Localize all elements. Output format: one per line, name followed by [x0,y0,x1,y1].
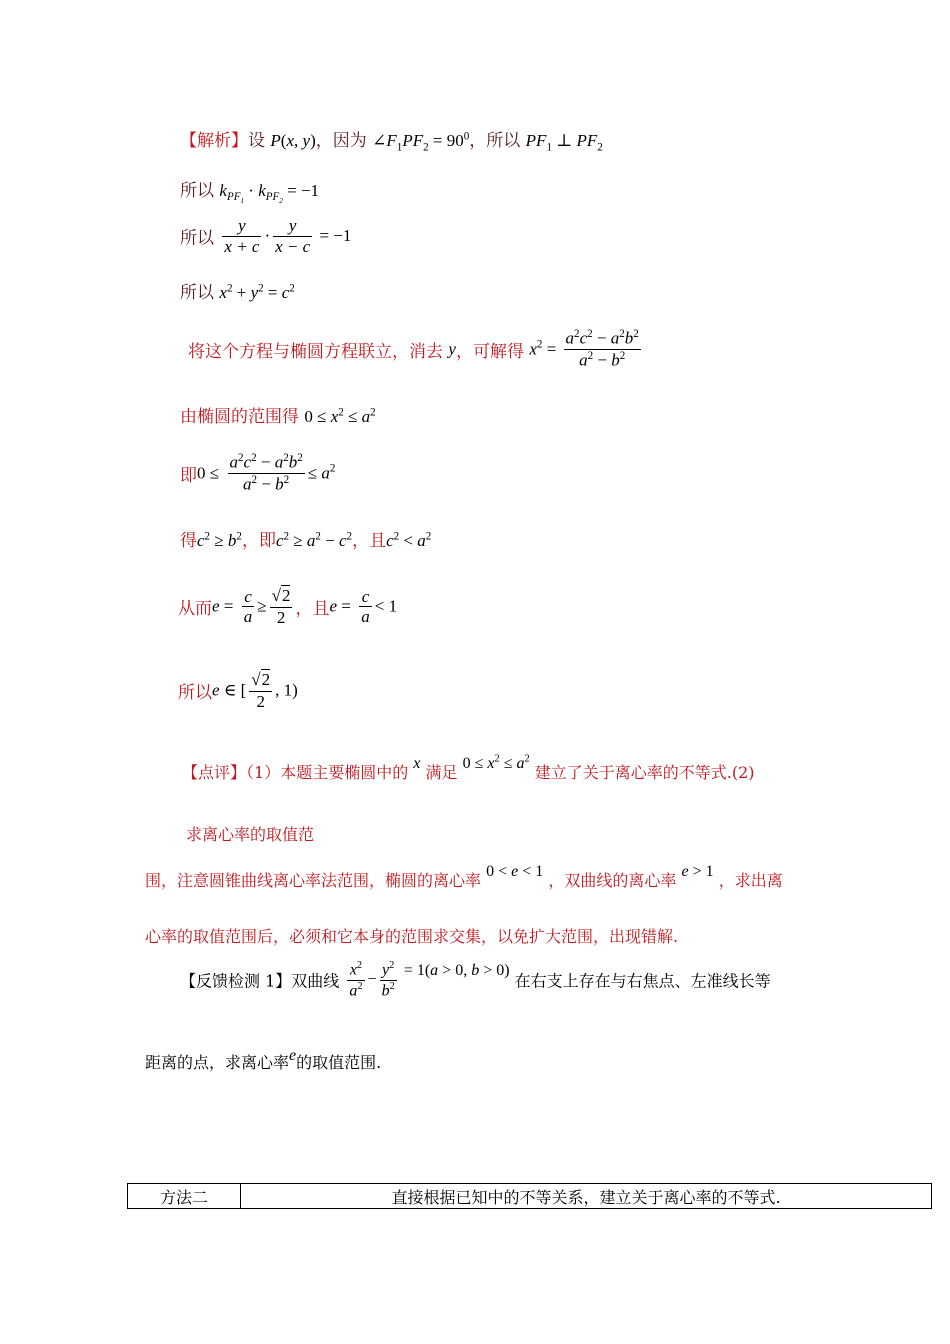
analysis-line-5: 将这个方程与椭圆方程联立，消去 y，可解得 $x^2$ = $\frac{a^2c^2 - a^2b^2}{a^2 - b^2}$ [188,328,639,370]
analysis-line-1: 【解析】设 P(x, y)，因为 $\angle F_1PF_2 = 90^0$，所以 $PF_1$ ⊥ $PF_2$ [180,130,603,154]
feedback-heading: 【反馈检测 1】双曲线 [180,971,340,991]
math-point-p: P [270,131,281,150]
analysis-line-4: 所以 $x^2 + y^2 = c^2$ [180,282,295,303]
analysis-heading: 【解析】 [180,131,248,151]
analysis-line-7: 即0 ≤ $\frac{a^2c^2 - a^2b^2}{a^2 - b^2}$ ≤ $a^2$ [180,452,336,494]
method-label: 方法二 [128,1184,241,1209]
review-line-1: 【点评】（1）本题主要椭圆中的 x 满足 $0 \le x^2 \le a^2$ 建立了关于离心率的不等式.(2) [182,753,755,782]
feedback-line-2: 距离的点，求离心率e的取值范围. [145,1047,382,1072]
analysis-line-2: 所以 $k_{PF_1} \cdot k_{PF_2} = -1$ [180,181,320,206]
method-content: 直接根据已知中的不等关系，建立关于离心率的不等式. [241,1184,932,1209]
analysis-line-3: 所以 $\frac{y}{x + c}$ · $\frac{y}{x - c}$ = −1 [180,216,352,256]
review-heading: 【点评】 [182,763,247,782]
table-row [128,1184,932,1209]
analysis-line-10: 所以e ∈ [ $\frac{√2}{2}$ , 1) [178,670,298,711]
analysis-line-9: 从而e = $\frac{c}{a}$ ≥ $\frac{√2}{2}$ ，且e = $\frac{c}{a}$ < 1 [178,586,398,627]
analysis-line-8: 得$c^2 \ge b^2$，即$c^2 \ge a^2 - c^2$，且$c^2 < a^2$ [180,530,432,551]
method-table [127,1183,932,1209]
analysis-line-6: 由椭圆的范围得 $0 \le x^2 \le a^2$ [180,406,376,427]
feedback-line-1: 【反馈检测 1】双曲线 $\frac{x^2}{a^2}$ − $\frac{y^2}{b^2}$ = 1(a > 0, b > 0) 在右支上存在与右焦点、左准线长等 [180,960,771,1000]
review-line-3: 围，注意圆锥曲线离心率法范围，椭圆的离心率 0 < e < 1 ，双曲线的离心率 e > 1 ，求出离 [145,863,783,890]
review-line-2: 求离心率的取值范 [186,825,315,844]
review-line-4: 心率的取值范围后，必须和它本身的范围求交集，以免扩大范围，出现错解. [145,927,679,946]
